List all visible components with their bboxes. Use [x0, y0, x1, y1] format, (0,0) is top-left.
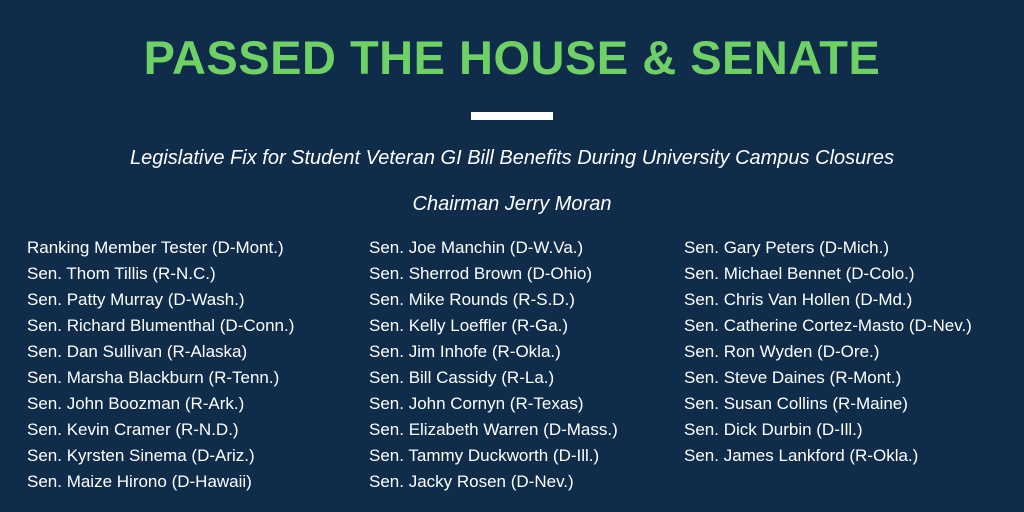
list-item: Sen. Michael Bennet (D-Colo.) [684, 264, 915, 283]
list-item: Sen. Ron Wyden (D-Ore.) [684, 342, 880, 361]
list-item: Sen. Steve Daines (R-Mont.) [684, 368, 902, 387]
list-item: Sen. Kevin Cramer (R-N.D.) [27, 420, 239, 439]
list-item: Sen. Catherine Cortez-Masto (D-Nev.) [684, 316, 972, 335]
divider [471, 112, 553, 120]
list-item: Sen. Richard Blumenthal (D-Conn.) [27, 316, 295, 335]
list-item: Sen. Sherrod Brown (D-Ohio) [369, 264, 592, 283]
list-item: Sen. Gary Peters (D-Mich.) [684, 238, 889, 257]
list-item: Sen. Jacky Rosen (D-Nev.) [369, 472, 574, 491]
list-item: Sen. Tammy Duckworth (D-Ill.) [369, 446, 600, 465]
list-item: Ranking Member Tester (D-Mont.) [27, 238, 284, 257]
list-item: Sen. Jim Inhofe (R-Okla.) [369, 342, 561, 361]
list-item: Sen. Joe Manchin (D-W.Va.) [369, 238, 584, 257]
headline: PASSED THE HOUSE & SENATE [143, 31, 881, 84]
list-item: Sen. Kyrsten Sinema (D-Ariz.) [27, 446, 255, 465]
senator-column-1 [27, 235, 294, 495]
list-item: Sen. Susan Collins (R-Maine) [684, 394, 908, 413]
list-item: Sen. Chris Van Hollen (D-Md.) [684, 290, 913, 309]
list-item: Sen. Dick Durbin (D-Ill.) [684, 420, 863, 439]
subtitle: Legislative Fix for Student Veteran GI Bill Benefits During University Campus Closures [129, 147, 895, 169]
senator-column-2 [369, 235, 618, 495]
list-item: Sen. Kelly Loeffler (R-Ga.) [369, 316, 569, 335]
list-item: Sen. Mike Rounds (R-S.D.) [369, 290, 575, 309]
list-item: Sen. Elizabeth Warren (D-Mass.) [369, 420, 618, 439]
list-item: Sen. James Lankford (R-Okla.) [684, 446, 919, 465]
list-item: Sen. Marsha Blackburn (R-Tenn.) [27, 368, 280, 387]
list-item: Sen. John Cornyn (R-Texas) [369, 394, 584, 413]
chairman-line: Chairman Jerry Moran [412, 193, 612, 215]
list-item: Sen. Dan Sullivan (R-Alaska) [27, 342, 248, 361]
list-item: Sen. John Boozman (R-Ark.) [27, 394, 245, 413]
list-item: Sen. Patty Murray (D-Wash.) [27, 290, 245, 309]
list-item: Sen. Thom Tillis (R-N.C.) [27, 264, 216, 283]
list-item: Sen. Bill Cassidy (R-La.) [369, 368, 555, 387]
list-item: Sen. Maize Hirono (D-Hawaii) [27, 472, 252, 491]
senator-column-3 [684, 235, 972, 469]
